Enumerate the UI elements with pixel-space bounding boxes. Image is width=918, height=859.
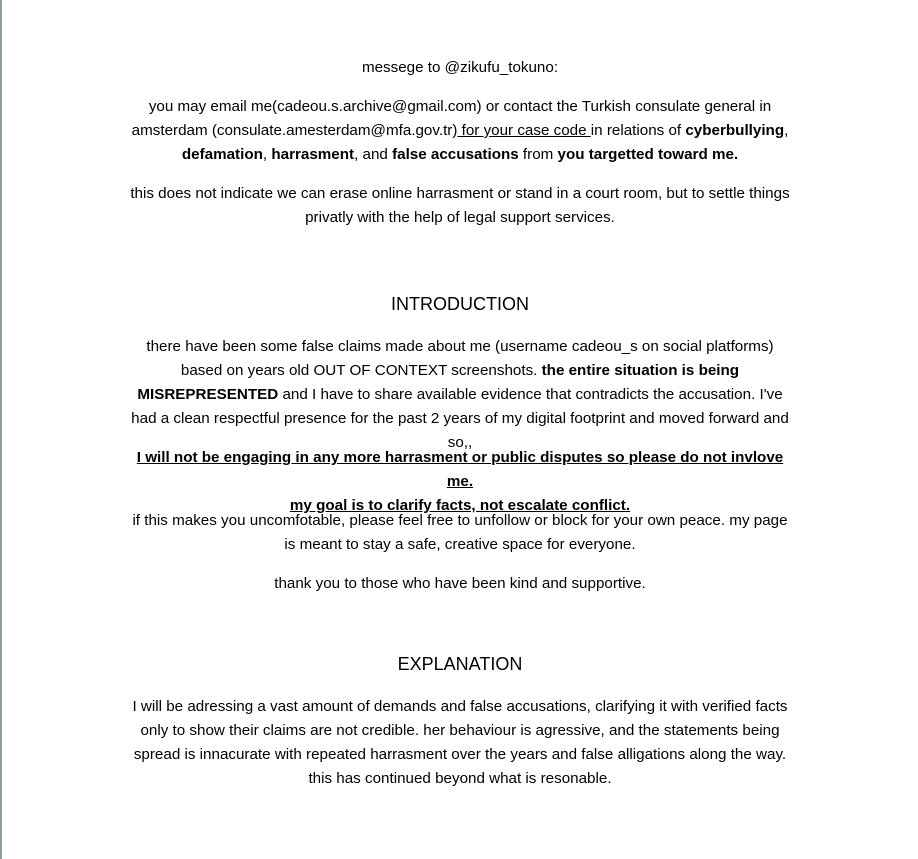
term-targetted: you targetted toward me. [557, 146, 739, 163]
contact-text-1: you may email me(cadeou.s.archive@gmail.com) or contact the Turkish consulate general in amsterdam (consulate.amesterdam@mfa.gov.tr) [131, 98, 772, 139]
case-code-link[interactable]: for your case code [457, 122, 591, 139]
misrepresented-statement: the entire situation is being MISREPRESENTED [137, 362, 740, 403]
unfollow-paragraph: if this makes you uncomfotable, please feel free to unfollow or block for your own peace. my page is meant to stay a safe, creative space for everyone. [132, 512, 788, 553]
page-left-border [0, 0, 2, 859]
intro-text-1: there have been some false claims made about me (username cadeou_s on social platforms) based on years old OUT OF CONTEXT screenshots. [146, 338, 774, 379]
contact-text-6: from [518, 146, 558, 163]
no-engagement-line-1: I will not be engaging in any more harrasment or public disputes so please do not invlove me. [136, 449, 784, 490]
thanks-paragraph: thank you to those who have been kind and supportive. [274, 575, 646, 592]
introduction-paragraph [130, 335, 790, 455]
contact-text-3: , [784, 122, 789, 139]
disclaimer-paragraph: this does not indicate we can erase online harrasment or stand in a court room, but to settle things privatly with the help of legal support services. [130, 185, 790, 226]
greeting-line: messege to @zikufu_tokuno: [361, 59, 559, 76]
contact-text-5: , and [354, 146, 393, 163]
explanation-heading: EXPLANATION [397, 654, 523, 674]
term-cyberbullying: cyberbullying [685, 122, 785, 139]
explanation-paragraph: I will be adressing a vast amount of demands and false accusations, clarifying it with verified facts only to show their claims are not credible. her behaviour is agressive, and the statements being spread is innacurate with repeated harrasment over the years and false alligations along the way. this has continued beyond what is resonable. [132, 698, 788, 787]
intro-text-2: and I have to share available evidence that contradicts the accusation. I've had a clean respectful presence for the past 2 years of my digital footprint and moved forward and so,, [131, 386, 789, 451]
term-false-accusations: false accusations [392, 146, 519, 163]
introduction-heading: INTRODUCTION [391, 294, 529, 314]
term-defamation: defamation [181, 146, 263, 163]
contact-text-4: , [262, 146, 272, 163]
contact-paragraph [130, 95, 790, 167]
term-harrasment: harrasment [271, 146, 355, 163]
no-engagement-line-2: my goal is to clarify facts, not escalate conflict. [289, 497, 631, 514]
contact-text-2: in relations of [590, 122, 686, 139]
no-engagement-statement [130, 446, 790, 518]
